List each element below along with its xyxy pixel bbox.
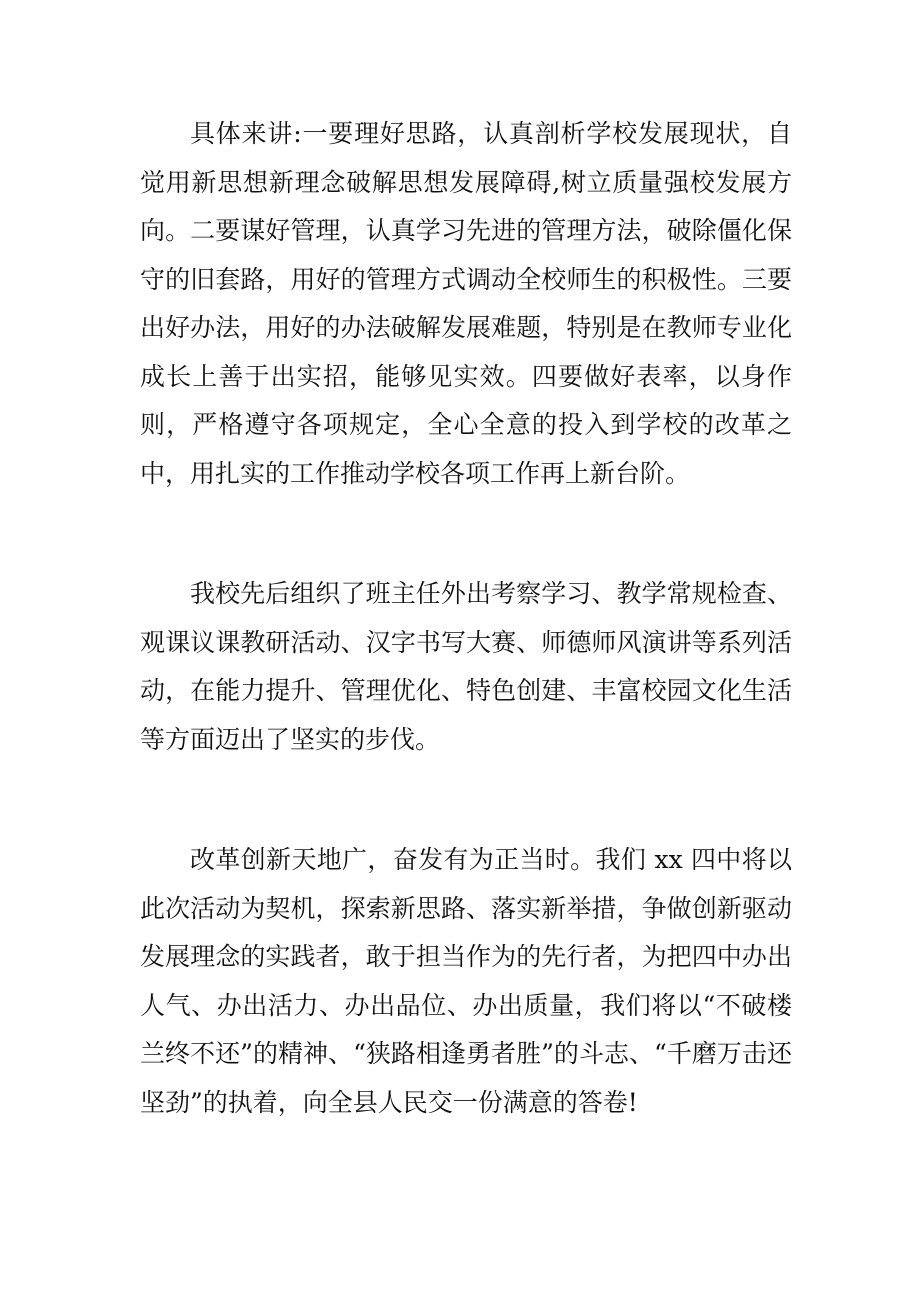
paragraph-specific-measures: 具体来讲:一要理好思路，认真剖析学校发展现状，自觉用新思想新理念破解思想发展障碍,树立质量强校发展方向。二要谋好管理，认真学习先进的管理方法，破除僵化保守的旧套路，用好的管理方式调动全校师生的积极性。三要出好办法，用好的办法破解发展难题，特别是在教师专业化成长上善于出实招，能够见实效。四要做好表率，以身作则，严格遵守各项规定，全心全意的投入到学校的改革之中，用扎实的工作推动学校各项工作再上新台阶。 (140, 119, 792, 488)
paragraph-school-activities: 我校先后组织了班主任外出考察学习、教学常规检查、观课议课教研活动、汉字书写大赛、师德师风演讲等系列活动，在能力提升、管理优化、特色创建、丰富校园文化生活等方面迈出了坚实的步伐。 (140, 579, 792, 754)
paragraph-reform-innovation: 改革创新天地广，奋发有为正当时。我们 xx 四中将以此次活动为契机，探索新思路、落实新举措，争做创新驱动发展理念的实践者，敢于担当作为的先行者，为把四中办出人气、办出活力、办出品位、办出质量，我们将以“不破楼兰终不还”的精神、“狭路相逢勇者胜”的斗志、“千磨万击还坚劲”的执着，向全县人民交一份满意的答卷! (140, 845, 792, 1117)
